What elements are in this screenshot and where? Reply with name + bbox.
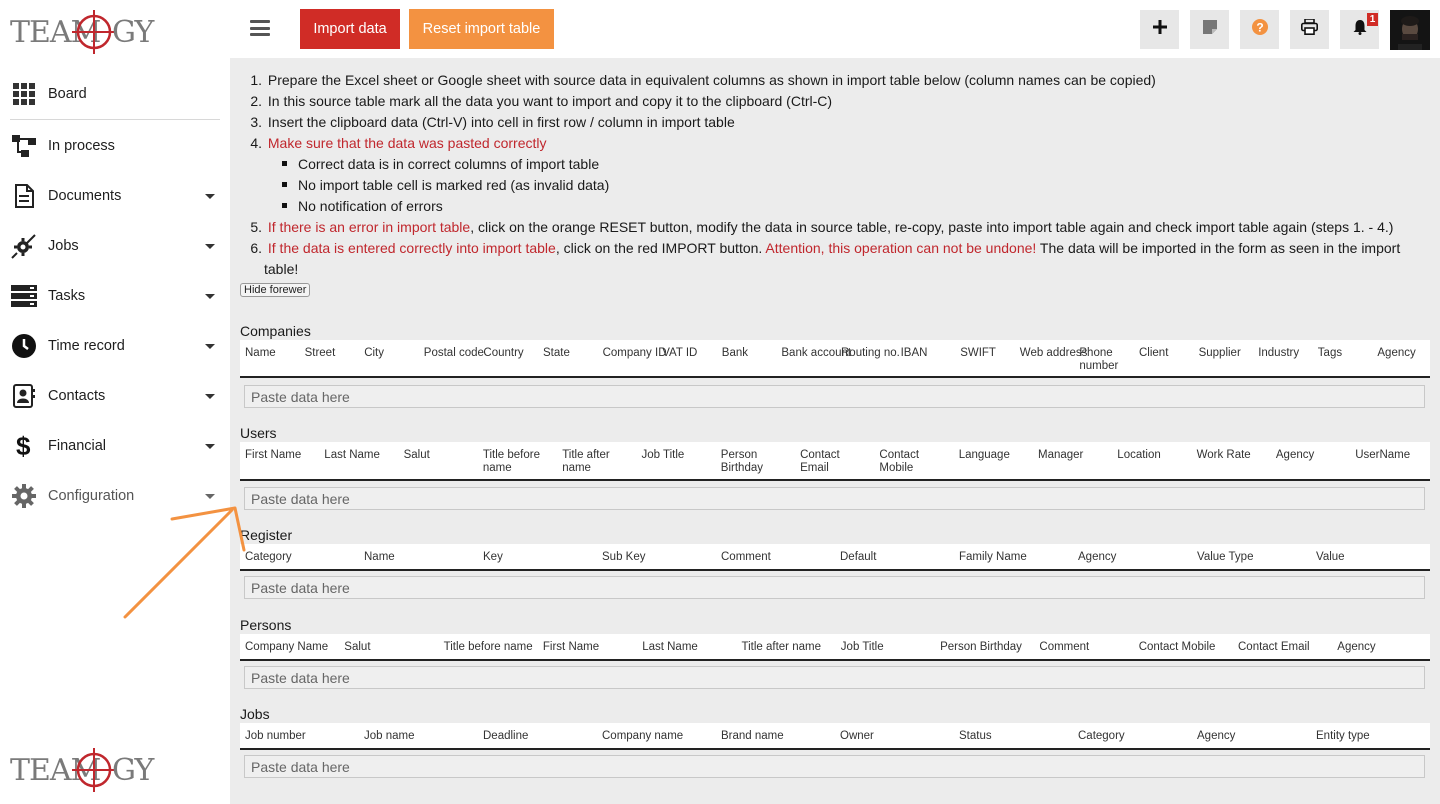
sidebar-item-label: Financial (48, 438, 107, 454)
column-header: Industry (1258, 347, 1300, 359)
column-header: City (364, 347, 384, 359)
import-data-button[interactable]: Import data (300, 9, 400, 49)
column-header: Agency (1377, 347, 1416, 359)
instruction-step: 4. Make sure that the data was pasted correctly (250, 135, 547, 151)
column-header: Agency (1197, 730, 1236, 742)
instruction-text: The data will be imported in the form as seen in the import table! (264, 240, 1401, 277)
sidebar-item-label: In process (48, 138, 115, 154)
sidebar-item-tasks[interactable] (0, 278, 230, 314)
hide-forever-button[interactable]: Hide forewer (240, 283, 310, 297)
chevron-down-icon[interactable] (205, 494, 215, 499)
column-header: Work Rate (1196, 449, 1251, 461)
register-paste-input[interactable] (244, 576, 1425, 599)
column-header: Person Birthday (940, 641, 1022, 653)
instruction-bullet (248, 154, 1428, 175)
chevron-down-icon[interactable] (205, 394, 215, 399)
column-header: Agency (1078, 551, 1117, 563)
column-header: Last Name (642, 641, 698, 653)
column-header: Agency (1275, 449, 1315, 461)
column-header: Client (1139, 347, 1169, 359)
import-panel (230, 58, 1440, 804)
column-header: Title after name (741, 641, 821, 653)
teamogy-logo[interactable] (8, 6, 158, 58)
column-header: Postal code (423, 347, 484, 359)
instruction-step: 1. Prepare the Excel sheet or Google sheet with source data in equivalent columns as shown in import table below (column names can be copied) (250, 72, 1156, 88)
column-header: Salut (403, 449, 430, 461)
column-header: VAT ID (662, 347, 698, 359)
print-icon (1301, 19, 1318, 40)
instruction-text: No import table cell is marked red (as invalid data) (298, 177, 610, 193)
sidebar-item-in-process[interactable] (0, 128, 230, 164)
persons-header-row (240, 634, 1430, 661)
sidebar-item-documents[interactable] (0, 178, 230, 214)
column-header: Entity type (1316, 730, 1370, 742)
contacts-icon (11, 383, 37, 409)
column-header: Job number (245, 730, 306, 742)
sidebar-item-label: Time record (48, 338, 125, 354)
instruction-text: No notification of errors (298, 198, 443, 214)
column-header: Value (1316, 551, 1345, 563)
chevron-down-icon[interactable] (205, 344, 215, 349)
column-header: Manager (1038, 449, 1084, 461)
column-header: Key (483, 551, 503, 563)
gear-icon (11, 483, 37, 509)
sidebar-item-configuration[interactable] (0, 478, 230, 514)
column-header: UserName (1355, 449, 1411, 461)
divider (10, 119, 220, 120)
column-header: Person Birthday (720, 449, 763, 474)
column-header: Comment (721, 551, 771, 563)
column-header: Phone number (1079, 347, 1119, 372)
top-bar (230, 0, 1440, 58)
svg-text:TEAM: TEAM (10, 753, 101, 788)
instruction-text: , click on the orange RESET button, modify the data in source table, re-copy, paste into import table again and check import table again (steps 1. - 4.) (470, 219, 1394, 235)
instruction-text: In this source table mark all the data you want to import and copy it to the clipboard (Ctrl-C) (267, 93, 833, 109)
instruction-bullet (248, 175, 1428, 196)
note-button[interactable] (1190, 10, 1229, 49)
column-header: Contact Mobile (879, 449, 920, 474)
column-header: Deadline (483, 730, 529, 742)
users-header-row (240, 442, 1430, 481)
instruction-text: Attention, this operation can not be undone! (765, 240, 1037, 256)
instruction-text: If there is an error in import table (267, 219, 471, 235)
instruction-text: Correct data is in correct columns of import table (298, 156, 600, 172)
companies-paste-input[interactable] (244, 385, 1425, 408)
instruction-text: Insert the clipboard data (Ctrl-V) into cell in first row / column in import table (267, 114, 735, 130)
sidebar-item-label: Board (48, 86, 87, 102)
sidebar-item-label: Jobs (48, 238, 79, 254)
instruction-step: 3. Insert the clipboard data (Ctrl-V) into cell in first row / column in import table (250, 114, 735, 130)
add-button[interactable] (1140, 10, 1179, 49)
jobs-paste-input[interactable] (244, 755, 1425, 778)
persons-paste-input[interactable] (244, 666, 1425, 689)
instruction-text: , click on the red IMPORT button. (555, 240, 766, 256)
column-header: Job name (364, 730, 415, 742)
column-header: Bank account (781, 347, 852, 359)
column-header: Brand name (721, 730, 784, 742)
column-header: Language (958, 449, 1010, 461)
instruction-step: 2. In this source table mark all the data you want to import and copy it to the clipboard (Ctrl-C) (250, 93, 833, 109)
column-header: Owner (840, 730, 874, 742)
sidebar-item-contacts[interactable] (0, 378, 230, 414)
document-icon (11, 183, 37, 209)
column-header: Salut (344, 641, 371, 653)
tasks-icon (11, 283, 37, 309)
column-header: Company ID (602, 347, 667, 359)
dollar-icon (11, 433, 37, 459)
jobs-header-row (240, 723, 1430, 750)
notifications-button[interactable] (1340, 10, 1379, 49)
teamogy-logo (8, 744, 158, 796)
column-header: Contact Email (800, 449, 840, 474)
column-header: Title after name (562, 449, 610, 474)
svg-text:TEAM: TEAM (10, 15, 101, 50)
column-header: Job Title (641, 449, 685, 461)
jobs-icon (11, 233, 37, 259)
register-header-row (240, 544, 1430, 571)
sidebar-item-label: Contacts (48, 388, 106, 404)
column-header: Web address (1019, 347, 1088, 359)
menu-icon[interactable] (250, 20, 270, 36)
column-header: Routing no. (841, 347, 900, 359)
sidebar-item-label: Configuration (48, 488, 135, 504)
instruction-text: Make sure that the data was pasted correctly (267, 135, 547, 151)
column-header: Supplier (1198, 347, 1241, 359)
sidebar-item-label: Documents (48, 188, 122, 204)
column-header: Name (364, 551, 395, 563)
chevron-down-icon[interactable] (205, 294, 215, 299)
svg-text:$: $ (16, 433, 31, 459)
column-header: Title before name (482, 449, 540, 474)
reset-import-table-button[interactable]: Reset import table (409, 9, 554, 49)
companies-header-row (240, 340, 1430, 378)
column-header: Agency (1337, 641, 1376, 653)
column-header: Value Type (1197, 551, 1254, 563)
column-header: Status (959, 730, 992, 742)
instruction-bullet (248, 196, 1428, 217)
chevron-down-icon[interactable] (205, 444, 215, 449)
column-header: Location (1117, 449, 1161, 461)
instruction-text: If the data is entered correctly into import table (267, 240, 556, 256)
process-icon (11, 133, 37, 159)
section-title-persons: Persons (240, 617, 292, 633)
clock-icon (11, 333, 37, 359)
column-header: State (543, 347, 570, 359)
sidebar-item-time-record[interactable] (0, 328, 230, 364)
column-header: Last Name (324, 449, 380, 461)
column-header: First Name (245, 449, 302, 461)
column-header: IBAN (900, 347, 928, 359)
column-header: Category (1078, 730, 1125, 742)
sidebar-item-board[interactable] (0, 76, 230, 112)
instruction-step: 6. If the data is entered correctly into import table, click on the red IMPORT button. Attention, this operation can not be undone! The data will be imported in the form as seen in the import table! (250, 240, 1401, 277)
column-header: Company name (602, 730, 684, 742)
sticky-note-icon (1203, 20, 1217, 39)
grid-icon (11, 81, 37, 107)
column-header: Bank (721, 347, 749, 359)
sidebar-item-financial[interactable] (0, 428, 230, 464)
notification-badge: 1 (1367, 13, 1378, 26)
section-title-register: Register (240, 527, 293, 543)
svg-text:GY: GY (112, 753, 154, 788)
column-header: Contact Mobile (1138, 641, 1216, 653)
users-paste-input[interactable] (244, 487, 1425, 510)
print-button[interactable] (1290, 10, 1329, 49)
bell-icon (1353, 19, 1367, 40)
column-header: Comment (1039, 641, 1090, 653)
instruction-step: 5. If there is an error in import table, click on the orange RESET button, modify the data in source table, re-copy, paste into import table again and check import table again (steps 1. - 4.) (250, 219, 1394, 235)
column-header: Family Name (959, 551, 1027, 563)
sidebar (0, 0, 230, 804)
column-header: Title before name (443, 641, 533, 653)
chevron-down-icon[interactable] (205, 194, 215, 199)
column-header: Sub Key (602, 551, 646, 563)
column-header: Category (245, 551, 292, 563)
column-header: Contact Email (1238, 641, 1310, 653)
section-title-jobs: Jobs (240, 706, 270, 722)
column-header: SWIFT (960, 347, 996, 359)
column-header: Company Name (245, 641, 329, 653)
column-header: Tags (1317, 347, 1343, 359)
plus-icon (1153, 20, 1167, 39)
column-header: Name (245, 347, 276, 359)
chevron-down-icon[interactable] (205, 244, 215, 249)
instructions (248, 70, 1428, 280)
column-header: Country (483, 347, 524, 359)
section-title-companies: Companies (240, 323, 311, 339)
svg-text:GY: GY (112, 15, 154, 50)
avatar[interactable] (1390, 10, 1430, 50)
column-header: Default (840, 551, 877, 563)
svg-text:?: ? (1255, 20, 1264, 35)
sidebar-item-label: Tasks (48, 288, 86, 304)
column-header: First Name (542, 641, 600, 653)
section-title-users: Users (240, 425, 277, 441)
sidebar-item-jobs[interactable] (0, 228, 230, 264)
instruction-text: Prepare the Excel sheet or Google sheet with source data in equivalent columns as shown in import table below (column names can be copied) (267, 72, 1156, 88)
column-header: Job Title (840, 641, 884, 653)
help-button[interactable] (1240, 10, 1279, 49)
help-icon (1252, 19, 1268, 40)
column-header: Street (304, 347, 336, 359)
